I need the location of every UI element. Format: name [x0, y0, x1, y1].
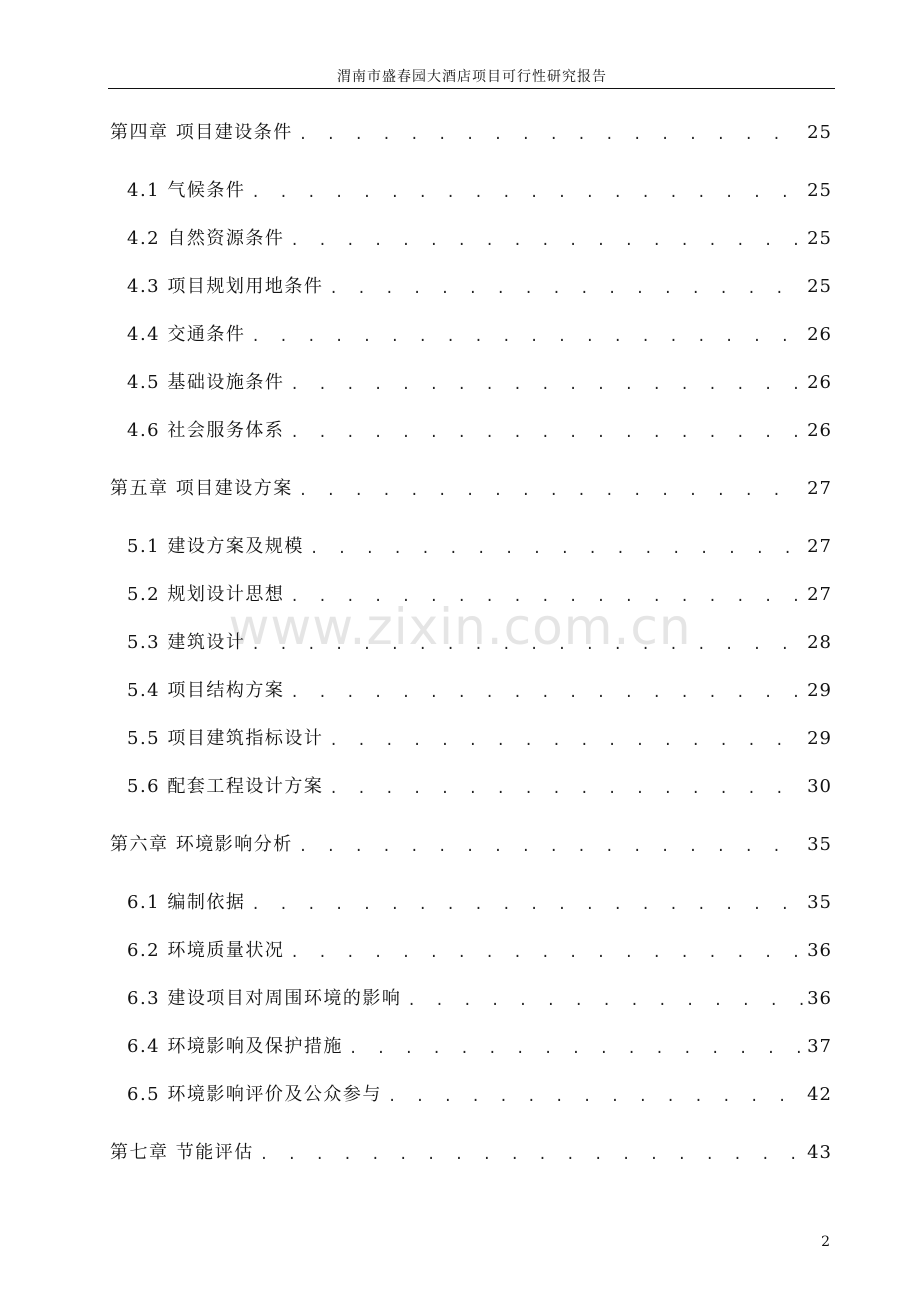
toc-entry-title: 5.4 项目结构方案	[127, 680, 285, 701]
toc-entry-page: 30	[807, 776, 832, 797]
toc-dot-leader	[388, 1086, 803, 1108]
toc-section-5-6[interactable]	[127, 774, 832, 800]
toc-entry-page: 37	[807, 1036, 832, 1057]
toc-entry-page: 28	[807, 632, 832, 653]
toc-entry-page: 27	[807, 536, 832, 557]
toc-dot-leader	[349, 1038, 803, 1060]
toc-entry-page: 29	[807, 728, 832, 749]
toc-dot-leader	[329, 778, 803, 800]
toc-section-5-1[interactable]	[127, 534, 832, 560]
page-number: 2	[821, 1234, 830, 1250]
toc-entry-title: 5.5 项目建筑指标设计	[127, 728, 324, 749]
running-header: 渭南市盛春园大酒店项目可行性研究报告	[337, 69, 607, 85]
toc-entry-page: 35	[807, 892, 832, 913]
toc-entry-title: 第四章 项目建设条件	[110, 122, 293, 143]
toc-dot-leader	[329, 730, 803, 752]
toc-dot-leader	[290, 374, 803, 396]
toc-chapter-7[interactable]	[110, 1140, 832, 1166]
toc-entry-title: 6.4 环境影响及保护措施	[127, 1036, 343, 1057]
toc-entry-title: 5.2 规划设计思想	[127, 584, 285, 605]
toc-entry-title: 4.1 气候条件	[127, 180, 246, 201]
toc-section-4-1[interactable]	[127, 178, 832, 204]
toc-entry-page: 27	[807, 478, 832, 499]
toc-section-5-2[interactable]	[127, 582, 832, 608]
toc-dot-leader	[329, 278, 803, 300]
toc-dot-leader	[251, 894, 803, 916]
toc-entry-page: 43	[807, 1142, 832, 1163]
toc-entry-page: 25	[807, 180, 832, 201]
toc-section-4-5[interactable]	[127, 370, 832, 396]
toc-section-6-3[interactable]	[127, 986, 832, 1012]
toc-dot-leader	[290, 586, 803, 608]
toc-entry-title: 4.2 自然资源条件	[127, 228, 285, 249]
toc-section-6-4[interactable]	[127, 1034, 832, 1060]
toc-chapter-4[interactable]	[110, 120, 832, 146]
toc-entry-page: 27	[807, 584, 832, 605]
toc-section-6-2[interactable]	[127, 938, 832, 964]
toc-entry-title: 6.2 环境质量状况	[127, 940, 285, 961]
toc-section-4-2[interactable]	[127, 226, 832, 252]
toc-entry-page: 26	[807, 324, 832, 345]
toc-entry-page: 42	[807, 1084, 832, 1105]
toc-chapter-5[interactable]	[110, 476, 832, 502]
toc-dot-leader	[299, 124, 803, 146]
toc-section-5-5[interactable]	[127, 726, 832, 752]
toc-entry-title: 第五章 项目建设方案	[110, 478, 293, 499]
toc-entry-title: 第七章 节能评估	[110, 1142, 254, 1163]
watermark: www.zixin.com.cn	[228, 598, 692, 656]
toc-entry-title: 5.1 建设方案及规模	[127, 536, 304, 557]
toc-entry-title: 第六章 环境影响分析	[110, 834, 293, 855]
toc-dot-leader	[299, 480, 803, 502]
toc-entry-title: 4.6 社会服务体系	[127, 420, 285, 441]
toc-entry-page: 36	[807, 988, 832, 1009]
toc-entry-page: 36	[807, 940, 832, 961]
toc-entry-title: 4.5 基础设施条件	[127, 372, 285, 393]
toc-dot-leader	[251, 182, 803, 204]
toc-dot-leader	[290, 942, 803, 964]
toc-entry-page: 26	[807, 372, 832, 393]
toc-dot-leader	[290, 682, 803, 704]
toc-section-5-4[interactable]	[127, 678, 832, 704]
toc-dot-leader	[260, 1144, 803, 1166]
toc-entry-title: 5.3 建筑设计	[127, 632, 246, 653]
toc-entry-title: 6.1 编制依据	[127, 892, 246, 913]
toc-entry-page: 25	[807, 228, 832, 249]
toc-entry-page: 25	[807, 122, 832, 143]
toc-section-4-6[interactable]	[127, 418, 832, 444]
toc-section-6-1[interactable]	[127, 890, 832, 916]
toc-dot-leader	[290, 422, 803, 444]
toc-entry-title: 6.3 建设项目对周围环境的影响	[127, 988, 402, 1009]
toc-section-5-3[interactable]	[127, 630, 832, 656]
toc-entry-page: 35	[807, 834, 832, 855]
toc-dot-leader	[310, 538, 803, 560]
toc-entry-page: 25	[807, 276, 832, 297]
toc-entry-title: 4.3 项目规划用地条件	[127, 276, 324, 297]
toc-dot-leader	[407, 990, 803, 1012]
toc-chapter-6[interactable]	[110, 832, 832, 858]
toc-entry-title: 6.5 环境影响评价及公众参与	[127, 1084, 382, 1105]
toc-entry-page: 26	[807, 420, 832, 441]
toc-section-4-4[interactable]	[127, 322, 832, 348]
toc-dot-leader	[251, 634, 803, 656]
toc-entry-page: 29	[807, 680, 832, 701]
toc-entry-title: 5.6 配套工程设计方案	[127, 776, 324, 797]
toc-dot-leader	[290, 230, 803, 252]
toc-entry-title: 4.4 交通条件	[127, 324, 246, 345]
toc-section-6-5[interactable]	[127, 1082, 832, 1108]
toc-section-4-3[interactable]	[127, 274, 832, 300]
toc-dot-leader	[251, 326, 803, 348]
toc-dot-leader	[299, 836, 803, 858]
